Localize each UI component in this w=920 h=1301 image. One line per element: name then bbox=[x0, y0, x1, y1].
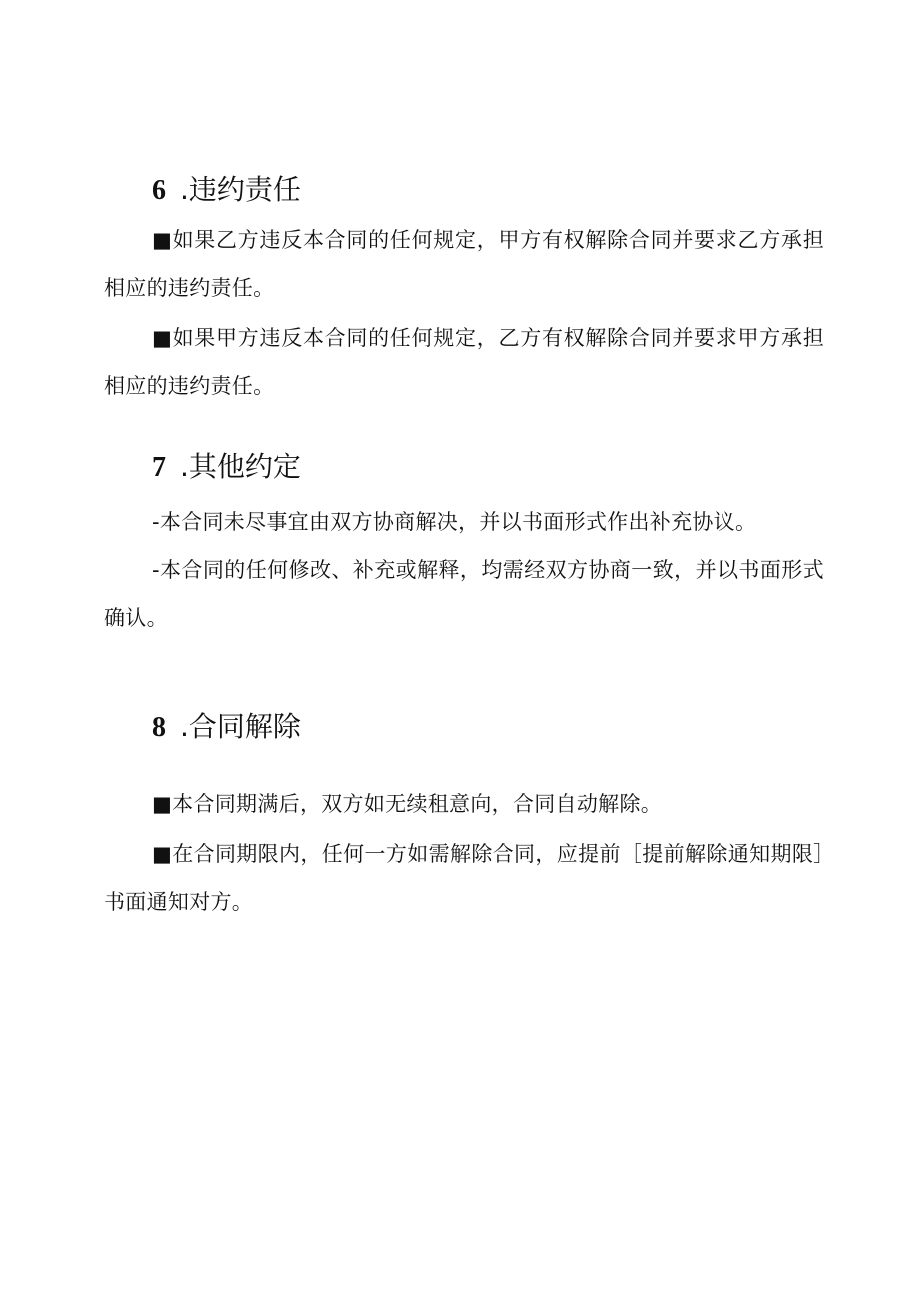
section-title: .其他约定 bbox=[180, 450, 301, 483]
section-title: .合同解除 bbox=[180, 710, 301, 743]
section-heading-8 bbox=[152, 707, 301, 747]
section-heading-6 bbox=[152, 170, 301, 210]
section-heading-7 bbox=[152, 447, 301, 487]
section-number: 8 bbox=[152, 712, 166, 743]
section-title: .违约责任 bbox=[180, 173, 301, 206]
section-number: 6 bbox=[152, 175, 166, 206]
section-number: 7 bbox=[152, 452, 166, 483]
section-8-paragraph-2: ■在合同期限内，任何一方如需解除合同，应提前［提前解除通知期限］书面通知对方。 bbox=[104, 842, 824, 914]
section-7-paragraph-1: -本合同未尽事宜由双方协商解决，并以书面形式作出补充协议。 bbox=[152, 510, 757, 534]
section-8-paragraph-1: ■本合同期满后，双方如无续租意向，合同自动解除。 bbox=[152, 792, 663, 816]
section-7-paragraph-2: -本合同的任何修改、补充或解释，均需经双方协商一致，并以书面形式确认。 bbox=[104, 558, 824, 630]
section-6-paragraph-2: ■如果甲方违反本合同的任何规定，乙方有权解除合同并要求甲方承担相应的违约责任。 bbox=[104, 326, 824, 398]
section-6-paragraph-1: ■如果乙方违反本合同的任何规定，甲方有权解除合同并要求乙方承担相应的违约责任。 bbox=[104, 228, 824, 300]
